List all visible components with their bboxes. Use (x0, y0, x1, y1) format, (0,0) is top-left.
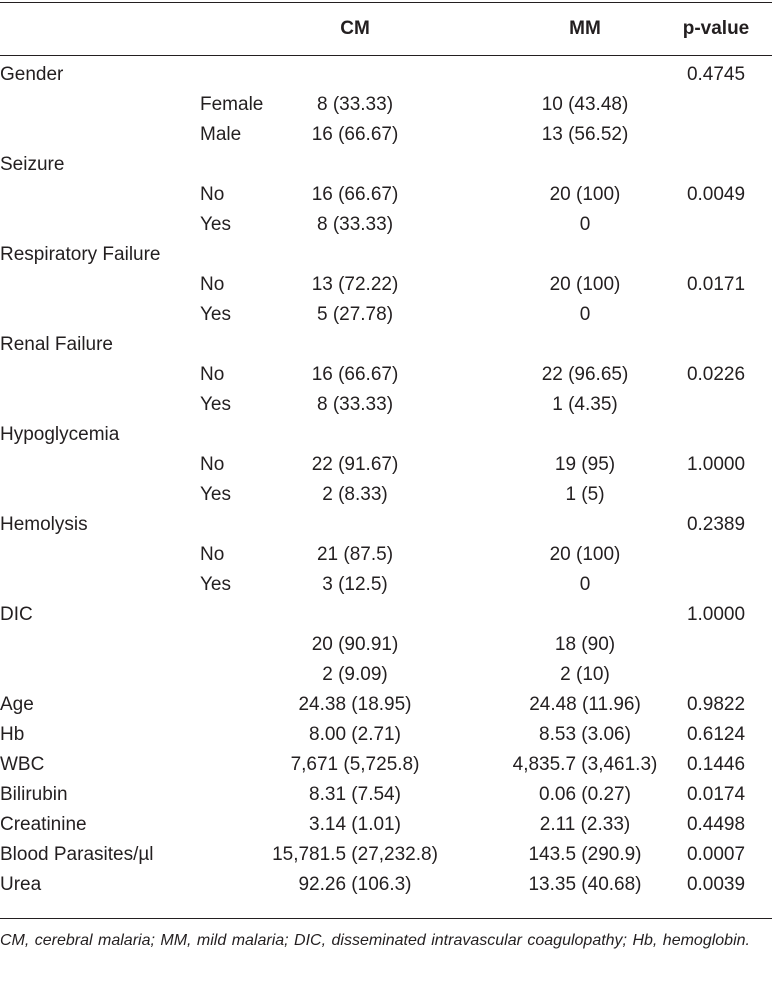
cell-p-value: 1.0000 (686, 604, 746, 625)
table-row (0, 60, 772, 90)
table-row (0, 210, 772, 240)
cell-cm: 22 (91.67) (311, 454, 399, 475)
table-row (0, 150, 772, 180)
cell-level: Yes (200, 574, 231, 595)
cell-p-value: 0.2389 (686, 514, 746, 535)
cell-level: Yes (200, 394, 231, 415)
cell-mm: 0 (579, 214, 591, 235)
cell-cm: 16 (66.67) (311, 124, 399, 145)
table-row (0, 330, 772, 360)
cell-mm: 22 (96.65) (541, 364, 629, 385)
cell-level: No (200, 364, 225, 385)
cell-cm: 2 (9.09) (322, 664, 388, 685)
table-row (0, 540, 772, 570)
cell-p-value (660, 90, 772, 120)
cell-level: Male (200, 124, 242, 145)
cell-mm: 10 (43.48) (541, 94, 629, 115)
cell-p-value: 0.0226 (686, 364, 746, 385)
cell-mm: 13.35 (40.68) (528, 874, 642, 895)
cell-mm: 20 (100) (549, 544, 621, 565)
cell-cm (230, 330, 480, 360)
cell-mm: 1 (5) (565, 484, 605, 505)
cell-p-value: 0.6124 (686, 724, 746, 745)
cell-level: No (200, 454, 225, 475)
cell-cm: 8 (33.33) (316, 214, 394, 235)
cell-p-value: 0.4498 (686, 814, 746, 835)
cell-p-value: 0.4745 (686, 64, 746, 85)
cell-mm: 143.5 (290.9) (528, 844, 642, 865)
cell-mm: 13 (56.52) (541, 124, 629, 145)
cell-cm: 20 (90.91) (311, 634, 399, 655)
header-divider-rule (0, 55, 772, 56)
cell-variable: Blood Parasites/µl (0, 844, 154, 865)
cell-mm: 2 (10) (560, 664, 610, 685)
cell-level: No (200, 184, 225, 205)
cell-p-value: 0.0049 (686, 184, 746, 205)
cell-mm: 1 (4.35) (552, 394, 618, 415)
cell-mm: 19 (95) (554, 454, 616, 475)
table-row (0, 450, 772, 480)
cell-p-value (660, 420, 772, 450)
cell-cm: 8 (33.33) (316, 394, 394, 415)
cell-cm: 7,671 (5,725.8) (290, 754, 420, 775)
cell-p-value: 0.0039 (686, 874, 746, 895)
cell-cm (230, 240, 480, 270)
table-row (0, 660, 772, 690)
table-row (0, 690, 772, 720)
cell-cm: 3 (12.5) (322, 574, 388, 595)
table-row (0, 510, 772, 540)
cell-p-value (660, 210, 772, 240)
table-row (0, 390, 772, 420)
cell-level: No (200, 544, 225, 565)
cell-level: Yes (200, 484, 231, 505)
cell-p-value: 0.0007 (686, 844, 746, 865)
cell-p-value (660, 660, 772, 690)
cell-cm: 8 (33.33) (316, 94, 394, 115)
cell-p-value (660, 540, 772, 570)
cell-mm: 0 (579, 304, 591, 325)
cell-mm: 0.06 (0.27) (539, 784, 631, 805)
cell-p-value: 0.9822 (686, 694, 746, 715)
cell-variable: Bilirubin (0, 784, 68, 805)
cell-cm: 8.00 (2.71) (309, 724, 401, 745)
table-row (0, 120, 772, 150)
cell-p-value (660, 330, 772, 360)
table-bottom-rule (0, 918, 772, 919)
cell-variable: Creatinine (0, 814, 87, 835)
table-footnote: CM, cerebral malaria; MM, mild malaria; DIC, disseminated intravascular coagulopathy; Hb, hemoglobin. (0, 932, 750, 949)
column-header-p-value: p-value (682, 18, 750, 39)
cell-mm: 0 (579, 574, 591, 595)
table-row (0, 780, 772, 810)
cell-p-value (660, 390, 772, 420)
table-row (0, 180, 772, 210)
cell-cm (230, 600, 480, 630)
cell-cm: 8.31 (7.54) (309, 784, 401, 805)
table-row (0, 600, 772, 630)
cell-p-value (660, 570, 772, 600)
table-row (0, 300, 772, 330)
cell-p-value (660, 300, 772, 330)
cell-p-value: 0.0174 (686, 784, 746, 805)
cell-variable: Age (0, 694, 34, 715)
cell-cm: 15,781.5 (27,232.8) (272, 844, 438, 865)
cell-variable: Seizure (0, 154, 65, 175)
table-row (0, 840, 772, 870)
cell-cm: 5 (27.78) (316, 304, 394, 325)
cell-level: Yes (200, 304, 231, 325)
cell-p-value (660, 630, 772, 660)
column-header-cm: CM (340, 18, 370, 39)
cell-variable: Respiratory Failure (0, 244, 161, 265)
cell-variable: DIC (0, 604, 33, 625)
cell-cm: 92.26 (106.3) (298, 874, 412, 895)
cell-cm: 2 (8.33) (322, 484, 388, 505)
cell-p-value (660, 480, 772, 510)
cell-cm: 24.38 (18.95) (298, 694, 412, 715)
table-row (0, 480, 772, 510)
cell-mm: 18 (90) (554, 634, 616, 655)
cell-p-value (660, 150, 772, 180)
cell-variable: Hemolysis (0, 514, 88, 535)
cell-mm: 8.53 (3.06) (539, 724, 631, 745)
cell-cm: 3.14 (1.01) (309, 814, 401, 835)
table-row (0, 720, 772, 750)
cell-cm: 16 (66.67) (311, 364, 399, 385)
table-row (0, 270, 772, 300)
table-row (0, 630, 772, 660)
cell-variable: Hb (0, 724, 25, 745)
cell-p-value (660, 240, 772, 270)
cell-level: Female (200, 94, 264, 115)
cell-mm: 24.48 (11.96) (529, 694, 641, 715)
table-row (0, 240, 772, 270)
cell-cm (230, 420, 480, 450)
cell-cm (230, 60, 480, 90)
cell-level: Yes (200, 214, 231, 235)
cell-mm: 2.11 (2.33) (539, 814, 631, 835)
cell-variable: Hypoglycemia (0, 424, 120, 445)
cell-cm: 13 (72.22) (311, 274, 399, 295)
cell-variable: Urea (0, 874, 42, 895)
table-body (0, 60, 772, 900)
cell-cm (230, 150, 480, 180)
table-row (0, 360, 772, 390)
column-header-mm: MM (569, 18, 601, 39)
cell-p-value: 0.0171 (686, 274, 746, 295)
table-row (0, 420, 772, 450)
table-row (0, 570, 772, 600)
cell-cm: 21 (87.5) (316, 544, 394, 565)
cell-mm: 4,835.7 (3,461.3) (512, 754, 658, 775)
cell-variable: Gender (0, 64, 64, 85)
cell-cm: 16 (66.67) (311, 184, 399, 205)
cell-variable: Renal Failure (0, 334, 113, 355)
table-top-rule (0, 2, 772, 3)
cell-mm: 20 (100) (549, 184, 621, 205)
cell-level: No (200, 274, 225, 295)
table-row (0, 870, 772, 900)
table-row (0, 750, 772, 780)
cell-mm: 20 (100) (549, 274, 621, 295)
cell-p-value: 1.0000 (686, 454, 746, 475)
table-row (0, 810, 772, 840)
cell-p-value: 0.1446 (686, 754, 746, 775)
table-row (0, 90, 772, 120)
cell-p-value (660, 120, 772, 150)
cell-variable: WBC (0, 754, 45, 775)
cell-cm (230, 510, 480, 540)
